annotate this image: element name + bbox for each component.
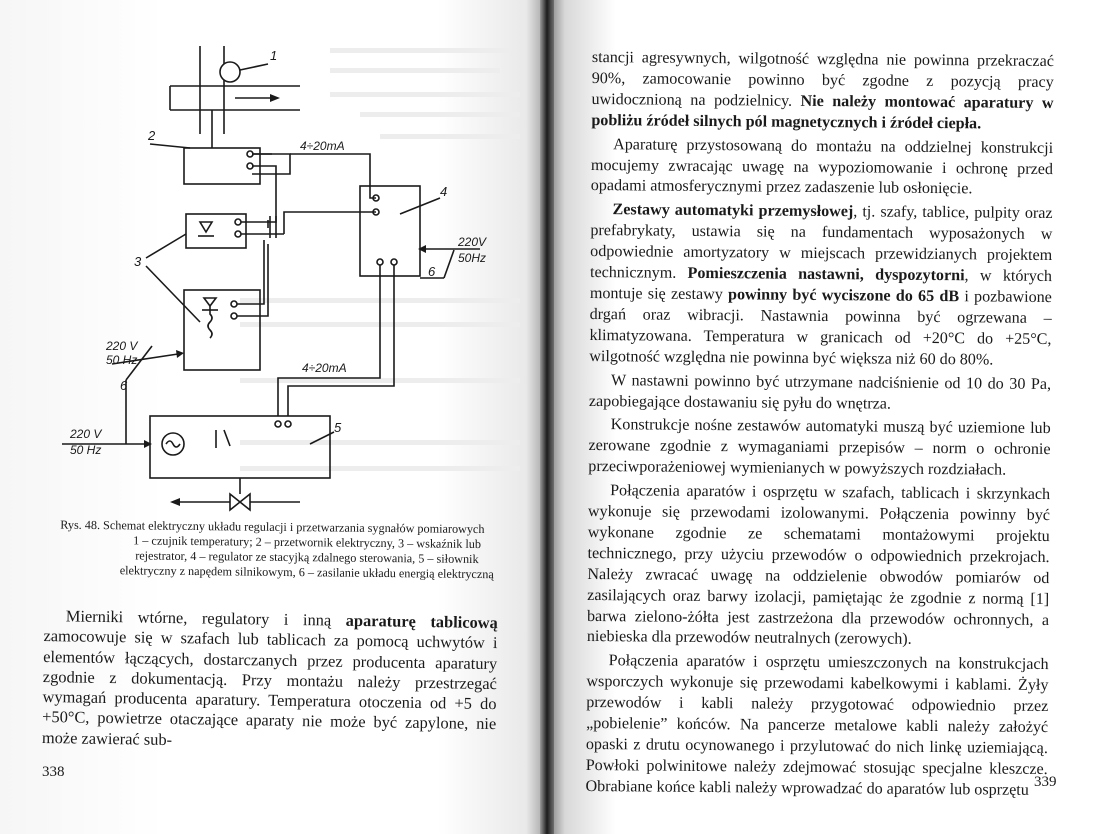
text-run: i pozbawione drgań oraz wibracji. Nastawnia powinna być ogrzewana – klimatyzowana. Temperatura w granicach od +20°C do +25°C, wilgotność względna nie powinna być większa niż 60 do 80%. <box>589 288 1052 369</box>
bold-term: aparaturę tablicową <box>345 610 498 633</box>
right-body-text <box>585 48 1054 805</box>
bold-term: powinny być wyciszone do 65 dB <box>727 286 960 306</box>
right-paragraph-3 <box>589 200 1052 371</box>
right-paragraph-5: Konstrukcje nośne zestawów automatyki muszą być uziemione lub zerowane zgodnie z wymaganiami przepisów – norm o ochronie przeciwporażeniowej wymienianych w powyższych rozdziałach. <box>588 416 1051 479</box>
bold-warning: Nie należy montować aparatury w pobliżu źródeł silnych pól magnetycznych i źródeł ciepła. <box>591 92 1054 133</box>
label-3: 3 <box>134 254 142 269</box>
control-circuit-diagram <box>40 44 520 516</box>
label-2: 2 <box>148 128 156 143</box>
left-body-text <box>42 606 498 755</box>
leader-3a <box>146 234 186 258</box>
book-gutter <box>540 0 554 834</box>
left-paragraph <box>42 606 498 755</box>
leader-3b <box>146 266 200 322</box>
page-number-right: 339 <box>1034 774 1057 790</box>
caption-legend: 1 – czujnik temperatury; 2 – przetwornik elektryczny, 3 – wskaźnik lub rejestrator, 4 – regulator ze stacyjką zdalnego sterowania, 5 – siłownik elektryczny z napędem silnikowym, 6 – zasilanie układu energią elektryczną <box>119 533 494 582</box>
signal-wiring <box>237 154 394 416</box>
right-paragraph-4: W nastawni powinno być utrzymane nadciśnienie od 10 do 30 Pa, zapobiegające dostawaniu się pyłu do wnętrza. <box>588 371 1052 413</box>
supply-left-frequency: 50 Hz <box>106 353 138 367</box>
electric-converter <box>150 110 260 184</box>
left-page <box>0 0 548 834</box>
recorder-lower <box>184 290 260 370</box>
caption-title: Rys. 48. Schemat elektryczny układu regulacji i przetwarzania sygnałów pomiarowych <box>60 517 485 537</box>
indicator-upper <box>186 214 246 248</box>
regulator <box>360 186 440 276</box>
temperature-sensor-pipe <box>170 46 300 134</box>
bold-term: Zestawy automatyki przemysłowej <box>612 201 854 221</box>
page-number-left: 338 <box>42 764 65 780</box>
label-6-left: 6 <box>120 378 128 393</box>
text-run: stancji agresywnych, wilgotność względna nie powinna przekraczać 90%, zamocowanie powinno być zgodne z pozycją pracy uwidocznioną na podzielnicy. <box>591 48 1054 110</box>
text-run: , tj. szafy, tablice, pulpity oraz prefabrykaty, ustawia się na fundamentach wyposażonych w odpowiednie amortyzatory w miejscach przewidzianych projektem technicznym. <box>589 203 1053 282</box>
label-5: 5 <box>334 420 342 435</box>
current-label-mid: 4÷20mA <box>302 361 347 375</box>
label-4: 4 <box>440 184 448 199</box>
supply-right-voltage: 220V <box>458 235 487 249</box>
supply-right-frequency: 50Hz <box>458 251 487 265</box>
supply-bottom-frequency: 50 Hz <box>70 443 102 457</box>
text-run: Mierniki wtórne, regulatory i inną <box>65 606 346 630</box>
label-1: 1 <box>270 48 278 63</box>
current-label-top: 4÷20mA <box>300 139 345 153</box>
electric-actuator <box>150 416 334 510</box>
right-paragraph-6: Połączenia aparatów i osprzętu w szafach, tablicach i skrzynkach wykonuje się przewodami izolowanymi. Połączenia powinny być wykonane zgodnie ze schematami montażowymi projektu technicznego, przy użyciu przewodów o odpowiednich przekrojach. Należy zwracać uwagę na oddzielenie obwodów pomiarów od zasilających oraz barwy izolacji, pamiętając że zgodnie z normą [1] barwa zielono-żółta jest zastrzeżona dla przewodów ochronnych, a niebieska dla przewodów neutralnych (zerowych). <box>586 482 1051 649</box>
label-6-right: 6 <box>428 264 436 279</box>
text-run: zamocowuje się w szafach lub tablicach za pomocą uchwytów i elementów łączących, dostarczanych przez producenta aparatury zgodnie z dokumentacją. Przy montażu należy przestrzegać wymagań producenta aparatury. Temperatura otoczenia od +5 do +50°C, powietrze otaczające aparaty nie może być zapylone, nie może zawierać sub- <box>41 626 498 749</box>
right-paragraph-7: Połączenia aparatów i osprzętu umieszczonych na konstrukcjach wsporczych wykonuje się przewodami kabelkowymi i kablami. Żyły przewodów i kabli należy przygotować odpowiednio przez „pobielenie” końców. Na pancerze metalowe kabli należy założyć opaski z drutu ocynowanego i przylutować do nich linkę uziemiającą. Powłoki polwinitowe należy zdejmować stosując specjalne kleszcze. Obrabiane końce kabli należy wprowadzać do aparatów lub osprzętu <box>585 652 1049 799</box>
bold-term: Pomieszczenia nastawni, dyspozytorni <box>687 264 965 285</box>
right-paragraph-1 <box>591 48 1054 136</box>
supply-bottom-voltage: 220 V <box>70 427 102 441</box>
right-paragraph-2: Aparaturę przystosowaną do montażu na oddzielnej konstrukcji mocujemy zwracając uwagę na wypoziomowanie i ochronę przed opadami atmosferycznymi przez zadaszenie lub osłonięcie. <box>590 135 1054 198</box>
supply-left-voltage: 220 V <box>106 339 138 353</box>
figure-caption <box>60 518 509 583</box>
text-run: , w których montuje się zestawy <box>589 267 1053 304</box>
